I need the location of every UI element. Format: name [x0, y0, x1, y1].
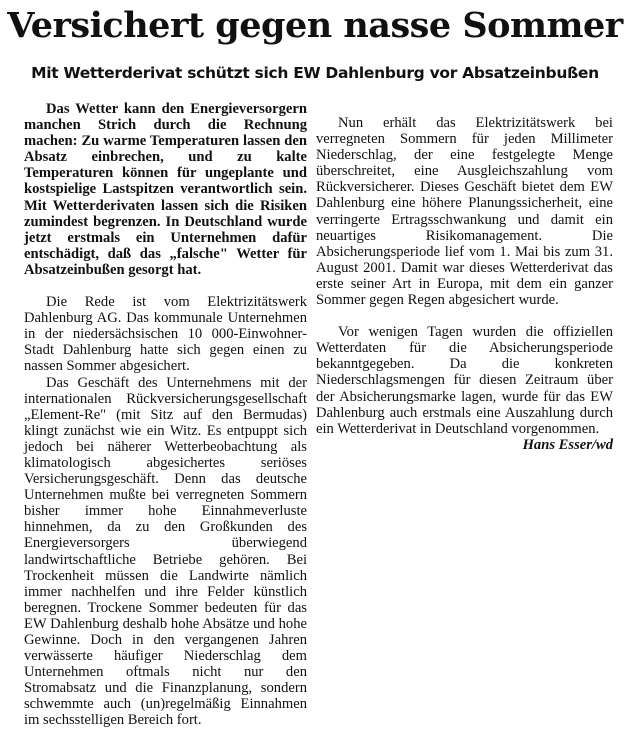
article-headline: Versichert gegen nasse Sommer: [7, 5, 623, 46]
article-paragraph-4: [316, 324, 613, 453]
article-byline: Hans Esser/wd: [522, 436, 613, 453]
article-paragraph-3: Nun erhält das Elektrizitätswerk bei verregneten Sommern für jeden Millimeter Niederschlag, der eine festgelegte Menge überschreitet, eine Ausgleichszahlung vom Rückversicherer. Dieses Geschäft bietet dem EW Dahlenburg eine höhere Planungssicherheit, eine verringerte Ertragsschwankung und damit ein neuartiges Risikomanagement. Die Absicherungsperiode lief vom 1. Mai bis zum 31. August 2001. Damit war dieses Wetterderivat das erste seiner Art in Europa, mit dem ein ganzer Sommer gegen Regen abgesichert wurde.: [316, 115, 613, 309]
article-paragraph-4-text: Vor wenigen Tagen wurden die offiziellen Wetterdaten für die Absicherungsperiode bekanntgegeben. Da die konkreten Niederschlagsmengen für diesen Zeitraum über der Absicherungsmarke lagen, wurde für das EW Dahlenburg auch erstmals eine Auszahlung durch ein Wetterderivat in Deutschland vorgenommen.: [316, 324, 613, 437]
column-left: [24, 101, 307, 729]
column-right: [316, 101, 613, 453]
article-paragraph-2: Das Geschäft des Unternehmens mit der internationalen Rückversicherungsgesellschaft „Element-Re" (mit Sitz auf den Bermudas) klingt zunächst wie ein Witz. Es entpuppt sich jedoch bei näherer Wetterbeobachtung als klimatologisch abgesichertes seriöses Versicherungsgeschäft. Denn das deutsche Unternehmen mußte bei verregneten Sommern bisher immer hohe Einnahmeverluste hinnehmen, da zu den Großkunden des Energieversorgers überwiegend landwirtschaftliche Betriebe gehören. Bei Trockenheit müssen die Landwirte nämlich immer nachhelfen und ihre Felder künstlich beregnen. Trockene Sommer bedeuten für das EW Dahlenburg deshalb hohe Absätze und hohe Gewinne. Doch in den vergangenen Jahren verwässerte häufiger Niederschlag dem Unternehmen oftmals nicht nur den Stromabsatz und die Finanzplanung, sondern schwemmte auch (un)regelmäßig Einnahmen im sechsstelligen Bereich fort.: [24, 374, 307, 729]
article-paragraph-1: Die Rede ist vom Elektrizitätswerk Dahlenburg AG. Das kommunale Unternehmen in der niedersächsischen 10 000-Einwohner-Stadt Dahlenburg hatte sich gegen einen zu nassen Sommer abgesichert.: [24, 294, 307, 375]
article-subheadline: Mit Wetterderivat schützt sich EW Dahlenburg vor Absatzeinbußen: [31, 64, 599, 82]
article-lead: Das Wetter kann den Energieversorgern manchen Strich durch die Rechnung machen: Zu warme Temperaturen lassen den Absatz einbrechen, und zu kalte Temperaturen können für ungeplante und kostspielige Lastspitzen verantwortlich sein. Mit Wetterderivaten lassen sich die Risiken zumindest begrenzen. In Deutschland wurde jetzt erstmals ein Unternehmen dafür entschädigt, daß das „falsche" Wetter für Absatzeinbußen gesorgt hat.: [24, 101, 307, 278]
